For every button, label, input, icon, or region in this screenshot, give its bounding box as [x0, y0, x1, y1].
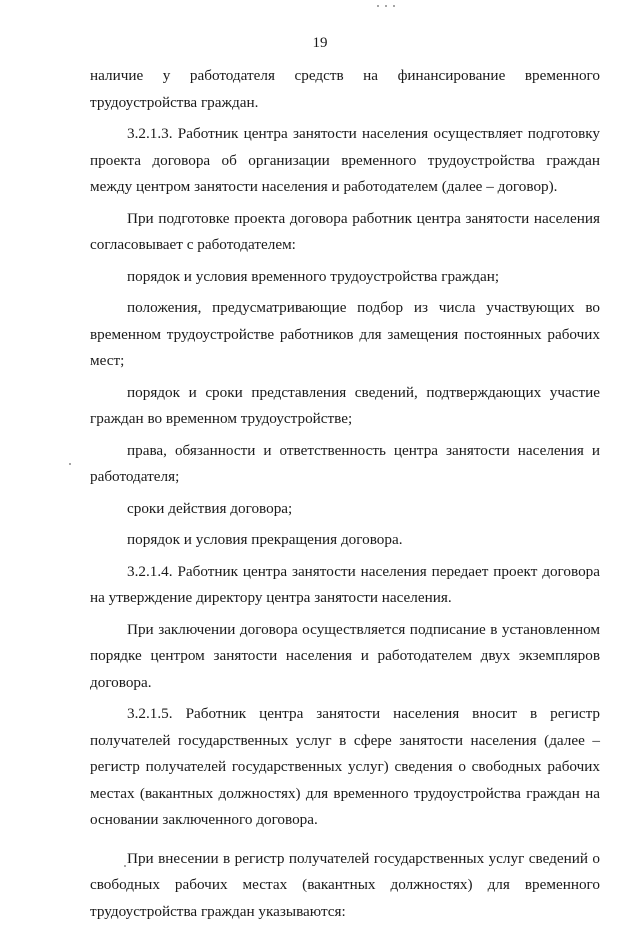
- paragraph-funding: наличие у работодателя средств на финансирование временного трудоустройства граждан.: [90, 63, 600, 116]
- list-item-term: сроки действия договора;: [90, 496, 600, 523]
- list-item-reporting: порядок и сроки представления сведений, подтверждающих участие граждан во временном трудоустройстве;: [90, 380, 600, 433]
- list-item-termination: порядок и условия прекращения договора.: [90, 527, 600, 554]
- list-item-rights: права, обязанности и ответственность центра занятости населения и работодателя;: [90, 438, 600, 491]
- paragraph-3-2-1-5: 3.2.1.5. Работник центра занятости населения вносит в регистр получателей государственных услуг в сфере занятости населения (далее – регистр получателей государственных услуг) сведения о свободных рабочих местах (вакантных должностях) для временного трудоустройства граждан на основании заключенного договора.: [90, 701, 600, 834]
- page-number: 19: [0, 35, 640, 52]
- scan-speck: [393, 5, 395, 7]
- paragraph-3-2-1-4: 3.2.1.4. Работник центра занятости населения передает проект договора на утверждение директору центра занятости населения.: [90, 559, 600, 612]
- paragraph-register-details: При внесении в регистр получателей государственных услуг сведений о свободных рабочих местах (вакантных должностях) для временного трудоустройства граждан указываются:: [90, 846, 600, 925]
- paragraph-3-2-1-3: 3.2.1.3. Работник центра занятости населения осуществляет подготовку проекта договора об организации временного трудоустройства граждан между центром занятости населения и работодателем (далее – договор).: [90, 121, 600, 201]
- scan-speck: [124, 865, 126, 867]
- scan-speck: [385, 5, 387, 7]
- scan-speck: [377, 5, 379, 7]
- list-item-conditions: порядок и условия временного трудоустройства граждан;: [90, 264, 600, 291]
- paragraph-signing: При заключении договора осуществляется подписание в установленном порядке центром занятости населения и работодателем двух экземпляров договора.: [90, 617, 600, 697]
- scan-speck: [69, 463, 71, 465]
- paragraph-agreement-intro: При подготовке проекта договора работник центра занятости населения согласовывает с работодателем:: [90, 206, 600, 259]
- document-body: [90, 63, 600, 925]
- list-item-selection: положения, предусматривающие подбор из числа участвующих во временном трудоустройстве работников для замещения постоянных рабочих мест;: [90, 295, 600, 375]
